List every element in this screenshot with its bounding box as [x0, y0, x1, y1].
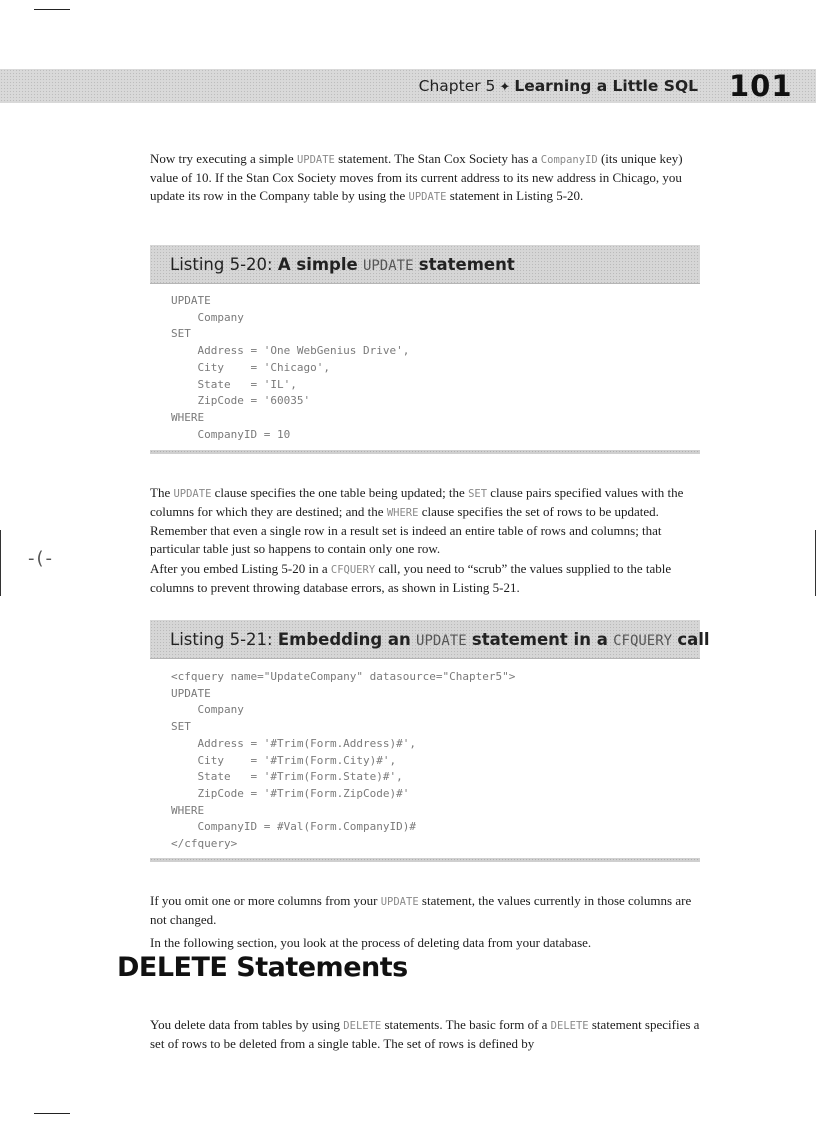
margin-rule-left — [0, 530, 1, 596]
paragraph-update-explanation — [150, 484, 702, 558]
text-run: The — [150, 485, 174, 500]
listing-title-code: UPDATE — [362, 258, 414, 274]
chapter-label: Chapter 5 — [418, 77, 496, 95]
listing-title-text: Embedding an — [277, 630, 411, 649]
listing-title-text: A simple — [277, 255, 358, 274]
inline-code: UPDATE — [173, 488, 212, 500]
text-run: In the following section, you look at the process of deleting data from your database. — [150, 935, 592, 950]
section-heading: DELETE Statements — [117, 952, 408, 983]
listing-5-21-header — [150, 620, 710, 659]
listing-5-20-code: UPDATE Company SET Address = 'One WebGenius Drive', City = 'Chicago', State = 'IL', ZipCode = '60035' WHERE CompanyID = 10 — [171, 294, 410, 441]
paragraph-transition — [150, 934, 702, 952]
listing-label: Listing 5-20: — [170, 255, 273, 274]
text-run: statement in Listing 5-20. — [446, 188, 584, 203]
listing-5-21-code: <cfquery name="UpdateCompany" datasource="Chapter5"> UPDATE Company SET Address = '#Trim(Form.Address)#', City = '#Trim(Form.City)#', State = '#Trim(Form.State)#', ZipCode = '#Trim(Form.ZipCode)#' WHERE CompanyID = #Val(Form.CompanyID)# </cfquery> — [171, 670, 516, 851]
inline-code: DELETE — [343, 1020, 382, 1032]
text-run: clause specifies the set of rows to be updated. Remember that even a single row in a result set is indeed an entire table of rows and columns; that particular table just so happens to contain only one row. — [150, 504, 662, 556]
text-run: (its unique key) value of 10. If the Stan Cox Society moves from its current address to its new address in Chicago, you update its row in the Company table by using the — [150, 151, 683, 203]
inline-code: UPDATE — [408, 191, 447, 203]
inline-code: UPDATE — [380, 896, 419, 908]
crop-mark-bottom-left — [34, 1113, 70, 1114]
listing-title-text: statement — [418, 255, 515, 274]
page-number: 101 — [729, 69, 793, 103]
inline-code: SET — [468, 488, 488, 500]
text-run: Now try executing a simple — [150, 151, 297, 166]
text-run: statement, the values currently in those columns are not changed. — [150, 893, 692, 927]
chapter-title: Learning a Little SQL — [514, 77, 698, 95]
separator-icon: ✦ — [499, 80, 511, 95]
listing-title-text: statement in a — [471, 630, 608, 649]
inline-code: DELETE — [550, 1020, 589, 1032]
inline-code: WHERE — [386, 507, 419, 519]
listing-5-20-title — [170, 253, 515, 278]
text-run: If you omit one or more columns from your — [150, 893, 381, 908]
paragraph-intro — [150, 150, 702, 206]
text-run: call, you need to “scrub” the values supplied to the table columns to prevent throwing database errors, as shown in Listing 5-21. — [150, 561, 672, 595]
listing-5-20-header — [150, 245, 700, 284]
listing-5-21-title — [170, 628, 710, 653]
inline-code: CompanyID — [540, 154, 598, 166]
crop-mark-top-left — [34, 9, 70, 10]
listing-title-text: call — [677, 630, 710, 649]
text-run: clause pairs specified values with the columns for which they are destined; and the — [150, 485, 684, 519]
inline-code: UPDATE — [296, 154, 335, 166]
text-run: After you embed Listing 5-20 in a — [150, 561, 331, 576]
listing-5-20-rule — [150, 450, 700, 454]
listing-title-code: UPDATE — [416, 633, 467, 649]
text-run: statements. The basic form of a — [381, 1017, 551, 1032]
paragraph-scrub — [150, 560, 702, 597]
text-run: statement. The Stan Cox Society has a — [334, 151, 541, 166]
inline-code: CFQUERY — [330, 564, 376, 576]
listing-5-21-rule — [150, 858, 700, 862]
paragraph-omit-columns — [150, 892, 702, 929]
listing-label: Listing 5-21: — [170, 630, 273, 649]
text-run: statement specifies a set of rows to be deleted from a single table. The set of rows is defined by — [150, 1017, 700, 1051]
text-run: clause specifies the one table being updated; the — [211, 485, 469, 500]
registration-mark: -(- — [28, 548, 55, 569]
paragraph-delete-intro — [150, 1016, 702, 1053]
text-run: You delete data from tables by using — [150, 1017, 344, 1032]
listing-title-code: CFQUERY — [613, 633, 673, 649]
running-head — [419, 73, 698, 99]
